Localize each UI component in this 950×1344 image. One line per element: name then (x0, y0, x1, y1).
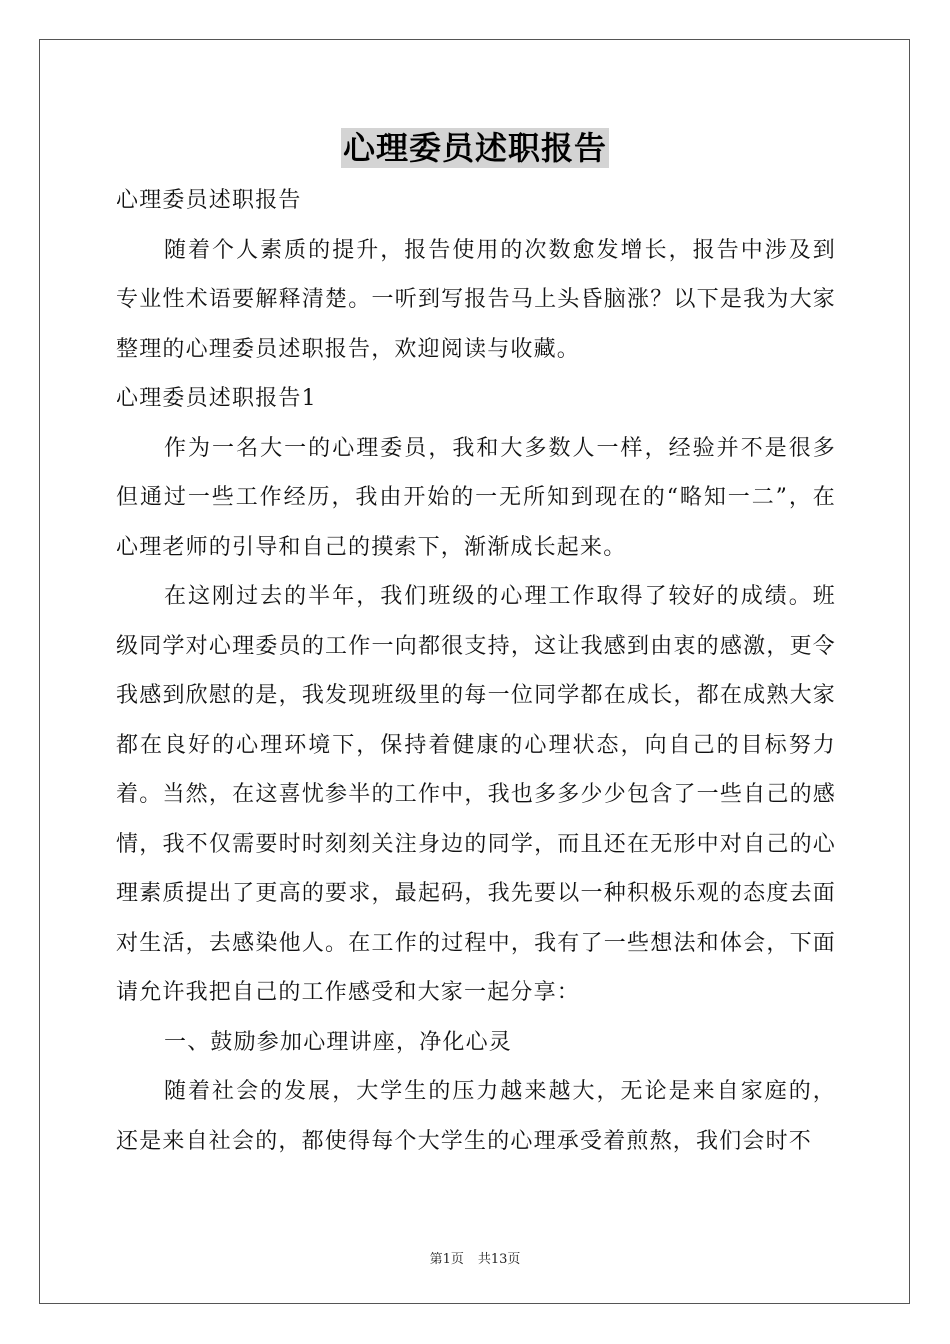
page-number: 第1页 (429, 1252, 464, 1267)
paragraph-subtitle: 心理委员述职报告 (116, 188, 302, 213)
paragraph-body: 作为一名大一的心理委员，我和大多数人一样，经验并不是很多但通过一些工作经历，我由开始的一无所知到现在的“略知一二”，在心理老师的引导和自己的摸索下，渐渐成长起来。 (116, 435, 836, 560)
paragraph-body: 在这刚过去的半年，我们班级的心理工作取得了较好的成绩。班级同学对心理委员的工作一向都很支持，这让我感到由衷的感激，更令我感到欣慰的是，我发现班级里的每一位同学都在成长，都在成熟大家都在良好的心理环境下，保持着健康的心理状态，向自己的目标努力着。当然，在这喜忧参半的工作中，我也多多少少包含了一些自己的感情，我不仅需要时时刻刻关注身边的同学，而且还在无形中对自己的心理素质提出了更高的要求，最起码，我先要以一种积极乐观的态度去面对生活，去感染他人。在工作的过程中，我有了一些想法和体会，下面请允许我把自己的工作感受和大家一起分享： (116, 584, 836, 1005)
paragraph-section-heading: 心理委员述职报告1 (116, 386, 317, 411)
title-container (0, 128, 950, 168)
paragraph-body: 随着社会的发展，大学生的压力越来越大，无论是来自家庭的，还是来自社会的，都使得每个大学生的心理承受着煎熬，我们会时不 (116, 1079, 836, 1154)
document-title: 心理委员述职报告 (342, 129, 607, 167)
document-body (116, 176, 836, 1166)
page-footer (0, 1248, 950, 1267)
paragraph-intro: 随着个人素质的提升，报告使用的次数愈发增长，报告中涉及到专业性术语要解释清楚。一听到写报告马上头昏脑涨？以下是我为大家整理的心理委员述职报告，欢迎阅读与收藏。 (116, 237, 836, 362)
paragraph-point-heading: 一、鼓励参加心理讲座，净化心灵 (164, 1029, 513, 1055)
page-total: 共13页 (477, 1252, 521, 1267)
